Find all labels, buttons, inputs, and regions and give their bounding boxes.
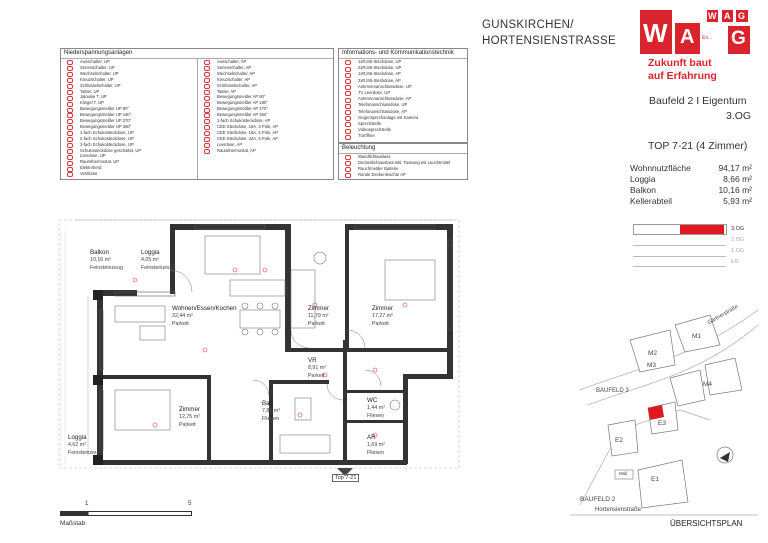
spec-row: Wohnnutzfläche 94,17 m²: [630, 163, 752, 173]
legend-row: 3-fach Schukosteckdose, UP: [63, 142, 134, 148]
legend-row: Bewegungsmelder AP 270°: [200, 106, 268, 112]
legend-row: Deckenlichtauslass inkl. Fassung mit Leuchtmittel: [341, 160, 450, 166]
room-label: Bad 7,89 m² Fliesen: [262, 400, 280, 422]
legend-symbol-icon: [341, 91, 355, 95]
legend-symbol-icon: [341, 122, 355, 126]
legend-symbol-icon: [63, 78, 77, 82]
legend-symbol-icon: [63, 131, 77, 135]
site-plan-building: M3: [647, 362, 657, 369]
legend-symbol-icon: [63, 66, 77, 70]
legend-row: Kreuzschalter, UP: [63, 77, 114, 83]
floor-indicator-level: EG: [731, 259, 739, 265]
scale-bar: 1 5 Maßstab: [60, 501, 192, 527]
legend-symbol-icon: [341, 161, 355, 165]
legend-symbol-icon: [63, 137, 77, 141]
legend-symbol-icon: [341, 173, 355, 177]
legend-symbol-icon: [63, 172, 77, 176]
legend-symbol-icon: [63, 154, 77, 158]
legend-symbol-icon: [200, 89, 214, 93]
legend-symbol-icon: [341, 97, 355, 101]
spec-row: Balkon 10,16 m²: [630, 185, 752, 195]
legend-light-rows: [341, 154, 465, 178]
legend-symbol-icon: [200, 142, 214, 146]
room-label: Balkon 10,16 m² Feinsteinzeug: [90, 249, 123, 271]
legend-symbol-icon: [200, 113, 214, 117]
legend-symbol-icon: [200, 78, 214, 82]
legend-symbol-icon: [200, 125, 214, 129]
legend-symbol-icon: [63, 95, 77, 99]
legend-row: 1-fach Schukosteckdose, UP: [63, 130, 134, 136]
legend-symbol-icon: [63, 119, 77, 123]
legend-row: 1-fach Schukosteckdose, AP: [200, 118, 270, 124]
site-plan: [570, 290, 760, 520]
site-plan-baufeld2: BAUFELD 2: [580, 496, 616, 503]
legend-row: Kreuzschalter, AP: [200, 77, 250, 83]
room-label: VR 8,91 m² Parkett: [308, 357, 326, 379]
legend-row: Bewegungsmelder AP 360°: [200, 112, 268, 118]
logo-slogan-1: Zukunft baut: [648, 57, 712, 69]
logo-letter-w: W: [643, 18, 668, 48]
legend-row: CEE Steckdose, 16A, 5 Pole, AP: [200, 130, 278, 136]
legend-symbol-icon: [63, 125, 77, 129]
spec-row: Kellerabteil 5,93 m²: [630, 196, 752, 206]
legend-symbol-icon: [200, 119, 214, 123]
legend-symbol-icon: [341, 78, 355, 82]
legend-symbol-icon: [63, 72, 77, 76]
legend-symbol-icon: [341, 155, 355, 159]
legend-low-voltage-col2: [200, 59, 332, 177]
project-title-line1: GUNSKIRCHEN/: [482, 19, 574, 31]
project-title-line2: HORTENSIENSTRASSE: [482, 35, 616, 47]
legend-light: [338, 143, 468, 180]
scale-label: Maßstab: [60, 520, 86, 527]
legend-row: Sprechstelle: [341, 121, 381, 127]
legend-row: CEE Steckdose, 16A, 3 Pole, AP: [200, 124, 278, 130]
site-plan-building: M4: [703, 381, 713, 388]
legend-row: Wandlichtauslass: [341, 154, 390, 160]
legend-symbol-icon: [341, 85, 355, 89]
legend-row: CEE Steckdose, 32A, 5 Pole, AP: [200, 136, 278, 142]
entrance-label: Top 7-21: [332, 474, 359, 482]
legend-row: Bewegungsmelder UP 90°: [63, 106, 129, 112]
site-plan-title: ÜBERSICHTSPLAN: [670, 519, 743, 528]
floor-indicator: [628, 222, 758, 268]
room-label: Zimmer 12,75 m² Parkett: [179, 406, 200, 428]
legend-symbol-icon: [63, 83, 77, 87]
room-label: Zimmer 11,79 m² Parkett: [308, 305, 329, 327]
legend-symbol-icon: [63, 148, 77, 152]
legend-symbol-icon: [200, 107, 214, 111]
legend-row: Rauchmelder Batterie: [341, 166, 399, 172]
legend-symbol-icon: [63, 166, 77, 170]
legend-light-title: Beleuchtung: [342, 145, 376, 151]
logo-letter-a: A: [680, 26, 695, 48]
legend-symbol-icon: [63, 107, 77, 111]
legend-row: 2xRJ45-Steckdose, AP: [341, 78, 401, 84]
legend-row: Ausschalter, AP: [200, 59, 246, 65]
legend-symbol-icon: [63, 160, 77, 164]
legend-symbol-icon: [200, 148, 214, 152]
legend-row: Runde Deckenleuchte AP: [341, 172, 406, 178]
legend-row: Antennenanschlussdose, AP: [341, 96, 411, 102]
logo-slogan-2: auf Erfahrung: [648, 70, 717, 82]
legend-symbol-icon: [341, 66, 355, 70]
legend-symbol-icon: [200, 66, 214, 70]
room-label: Zimmer 17,27 m² Parkett: [372, 305, 393, 327]
legend-low-voltage: [60, 48, 334, 180]
legend-row: Schukosteckdose geschaltet, UP: [63, 148, 141, 154]
legend-symbol-icon: [200, 83, 214, 87]
legend-symbol-icon: [63, 142, 77, 146]
legend-row: 1xRJ45-Steckdose, UP: [341, 59, 401, 65]
site-plan-street-bottom: Hortensienstraße: [595, 507, 642, 513]
legend-symbol-icon: [63, 113, 77, 117]
legend-row: Ausschalter, UP: [63, 59, 110, 65]
legend-row: Antennenanschlussdose, UP: [341, 84, 412, 90]
legend-row: Wechselschalter, AP: [200, 71, 255, 77]
legend-row: Elektroherd: [63, 165, 101, 171]
room-label: AR 1,69 m² Fliesen: [367, 434, 385, 456]
legend-symbol-icon: [200, 95, 214, 99]
legend-symbol-icon: [63, 89, 77, 93]
room-label: Loggia 4,05 m² Feinsteinzeug: [141, 249, 174, 271]
site-plan-building: E1: [651, 476, 659, 483]
logo-small-text: En... ...e.: [702, 35, 741, 41]
legend-row: Schlüsselschalter, AP: [200, 83, 257, 89]
legend-row: Taster, UP: [63, 89, 99, 95]
legend-symbol-icon: [341, 116, 355, 120]
legend-row: Serienschalter, AP: [200, 65, 251, 71]
legend-row: Raumthermostat, UP: [63, 159, 119, 165]
legend-row: Gegensprechanlage mit Kamera: [341, 115, 418, 121]
baufeld-label: Baufeld 2 I Eigentum: [649, 95, 747, 107]
legend-row: Bewegungsmelder UP 180°: [63, 112, 131, 118]
legend-ikt-rows: [341, 59, 465, 141]
legend-row: Telefonanschlussdose, UP: [341, 102, 407, 108]
floor-indicator-level: 2.OG: [731, 237, 745, 243]
legend-row: 2xRJ45-Steckdose, UP: [341, 65, 401, 71]
room-label: Loggia 4,62 m² Feinsteinzeug: [68, 434, 101, 456]
legend-row: TV Leerdose, UP: [341, 90, 390, 96]
legend-row: Bewegungsmelder AP 180°: [200, 100, 268, 106]
legend-symbol-icon: [200, 60, 214, 64]
legend-symbol-icon: [63, 101, 77, 105]
legend-row: Leerdose, UP: [63, 153, 106, 159]
legend-row: 2-fach Schukosteckdose, UP: [63, 136, 134, 142]
site-plan-building: E2: [615, 437, 623, 444]
legend-row: Ventilator: [63, 171, 97, 177]
legend-row: Wechselschalter, UP: [63, 71, 119, 77]
room-label: Wohnen/Essen/Kochen 32,44 m² Parkett: [172, 305, 237, 327]
legend-row: Telefonanschlussdose, AP: [341, 109, 407, 115]
floor-indicator-level: 1.OG: [731, 248, 745, 254]
legend-symbol-icon: [341, 72, 355, 76]
legend-row: Schlüsselschalter, UP: [63, 83, 121, 89]
legend-row: 1xRJ45-Steckdose, AP: [341, 71, 401, 77]
legend-symbol-icon: [341, 167, 355, 171]
legend-symbol-icon: [63, 60, 77, 64]
legend-row: Videosprechstelle: [341, 127, 391, 133]
site-plan-muell: Müll: [619, 471, 628, 476]
spec-row: Loggia 8,66 m²: [630, 174, 752, 184]
legend-symbol-icon: [200, 101, 214, 105]
legend-row: Raumthermostat, AP: [200, 148, 256, 154]
room-label: WC 1,44 m² Fliesen: [367, 397, 385, 419]
legend-row: Bewegungsmelder AP 90°: [200, 94, 266, 100]
legend-low-voltage-col1: [63, 59, 197, 177]
legend-row: Leerdose, AP: [200, 142, 242, 148]
legend-row: Jalousie T, UP: [63, 94, 107, 100]
site-plan-building: M1: [692, 333, 702, 340]
site-plan-building: E3: [658, 420, 666, 427]
legend-symbol-icon: [200, 137, 214, 141]
legend-symbol-icon: [341, 109, 355, 113]
legend-symbol-icon: [341, 134, 355, 138]
legend-low-voltage-title: Niederspannungsanlagen: [64, 50, 133, 56]
floor-indicator-highlight: [680, 225, 724, 234]
site-plan-building: M2: [648, 350, 658, 357]
legend-row: Bewegungsmelder UP 270°: [63, 118, 131, 124]
legend-symbol-icon: [341, 103, 355, 107]
site-plan-baufeld3: BAUFELD 3: [596, 388, 629, 394]
site-plan-street-top: Gärtnerstraße: [706, 303, 740, 327]
legend-ikt-title: Informations- und Kommunikationstechnik: [342, 50, 454, 56]
legend-row: Bewegungsmelder UP 360°: [63, 124, 131, 130]
legend-ikt: [338, 48, 468, 143]
legend-symbol-icon: [200, 131, 214, 135]
logo-letter-g: G: [731, 28, 746, 49]
top-label: TOP 7-21 (4 Zimmer): [648, 140, 748, 152]
wag-logo: W A G W A G En... ...e.: [638, 9, 756, 57]
legend-symbol-icon: [200, 72, 214, 76]
legend-symbol-icon: [341, 60, 355, 64]
legend-row: Serienschalter, UP: [63, 65, 115, 71]
legend-symbol-icon: [341, 128, 355, 132]
floor-indicator-level: 3.OG: [731, 226, 745, 232]
legend-row: Klingel T, UP: [63, 100, 104, 106]
legend-row: Türöffner: [341, 133, 375, 139]
specs-table: [630, 163, 752, 207]
legend-row: Taster, AP: [200, 89, 236, 95]
floor-label: 3.OG: [726, 110, 752, 122]
